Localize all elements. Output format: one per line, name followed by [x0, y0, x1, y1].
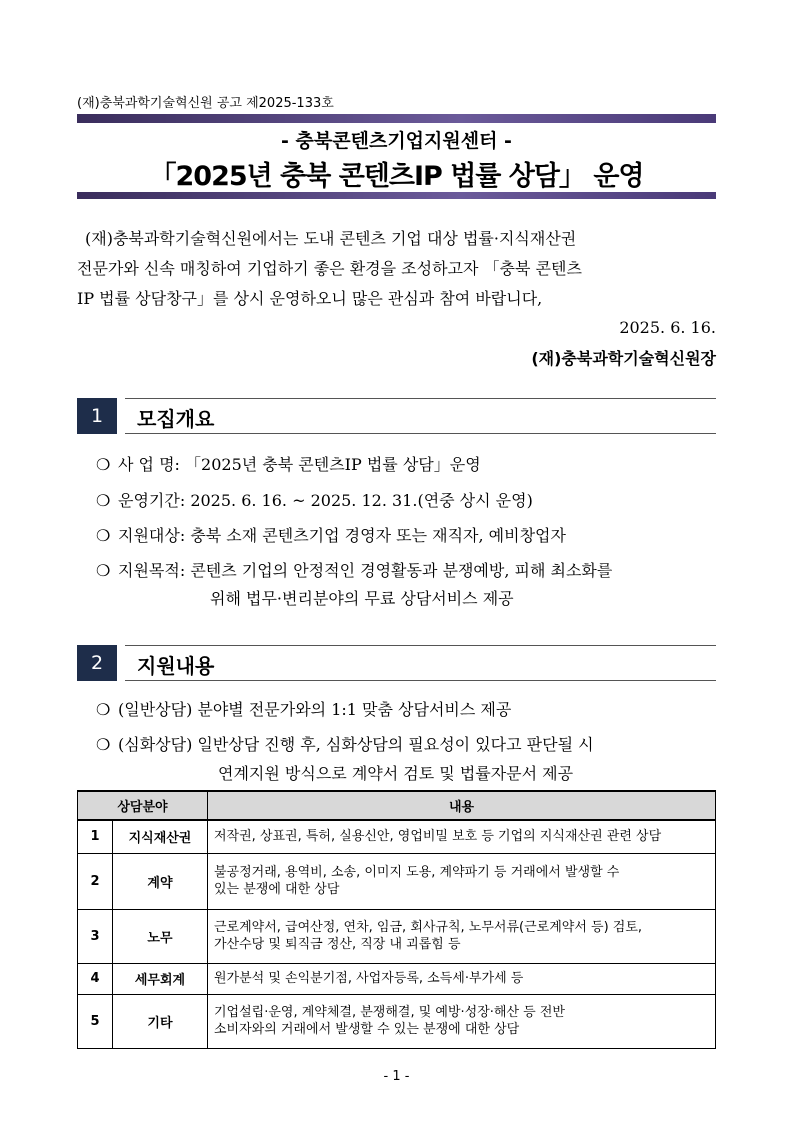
section-2-item [96, 732, 594, 755]
row-content [208, 853, 716, 909]
row-content [208, 820, 716, 853]
section-2-item [96, 697, 511, 720]
section-2-header [77, 645, 716, 681]
bullet-icon: ❍ [96, 491, 111, 510]
table-row [78, 820, 716, 853]
item-text: (일반상담) 분야별 전문가와의 1:1 맞춤 상담서비스 제공 [118, 700, 512, 719]
bullet-icon: ❍ [96, 526, 111, 545]
section-1-number: 1 [77, 398, 117, 434]
table-row [78, 853, 716, 909]
row-content-line: 소비자와의 거래에서 발생할 수 있는 분쟁에 대한 상담 [214, 1022, 520, 1037]
row-field: 세무회계 [112, 963, 207, 994]
section-1-item [96, 452, 481, 475]
row-content-line: 근로계약서, 급여산정, 연차, 임금, 회사규칙, 노무서류(근로계약서 등) 검토, [214, 920, 643, 935]
bullet-icon: ❍ [96, 561, 111, 580]
row-field: 기타 [112, 994, 207, 1048]
item-text: (심화상담) 일반상담 진행 후, 심화상담의 필요성이 있다고 판단될 시 [118, 735, 594, 754]
page-subtitle: - 충북콘텐츠기업지원센터 - [281, 130, 512, 152]
item-text: 2025. 6. 16. ~ 2025. 12. 31.(연중 상시 운영) [190, 491, 533, 510]
row-content [208, 963, 716, 994]
section-1-title: 모집개요 [137, 407, 215, 431]
table-header-field: 상담분야 [78, 791, 208, 820]
title-top-bar [77, 114, 716, 123]
item-text: 「2025년 충북 콘텐츠IP 법률 상담」운영 [185, 455, 481, 474]
bullet-icon: ❍ [96, 735, 111, 754]
notice-date: 2025. 6. 16. [619, 318, 716, 337]
intro-line-1: (재)충북과학기술혁신원에서는 도내 콘텐츠 기업 대상 법률·지식재산권 [85, 229, 577, 248]
item-label: 사 업 명: [118, 455, 180, 474]
row-number: 5 [78, 994, 113, 1048]
section-1-item [96, 558, 612, 581]
table-row [78, 994, 716, 1048]
bullet-icon: ❍ [96, 700, 111, 719]
row-content [208, 994, 716, 1048]
consulting-field-table [77, 790, 716, 1049]
page-number: - 1 - [383, 1069, 410, 1084]
row-content [208, 909, 716, 963]
section-1-item [96, 523, 566, 546]
section-2-number: 2 [77, 645, 117, 681]
row-content-line: 원가분석 및 손익분기점, 사업자등록, 소득세·부가세 등 [214, 971, 524, 986]
table-header-content: 내용 [208, 791, 716, 820]
notice-number: (재)충북과학기술혁신원 공고 제2025-133호 [77, 96, 334, 111]
section-2-rule-bottom [125, 680, 716, 681]
section-1-item [96, 488, 533, 511]
row-field: 노무 [112, 909, 207, 963]
table-header-row [78, 791, 716, 820]
table-row [78, 909, 716, 963]
row-number: 1 [78, 820, 113, 853]
item-label: 지원목적: [118, 561, 186, 580]
table-row [78, 963, 716, 994]
item-text: 충북 소재 콘텐츠기업 경영자 또는 재직자, 예비창업자 [190, 526, 566, 545]
row-content-line: 가산수당 및 퇴직금 정산, 직장 내 괴롭힘 등 [214, 937, 461, 952]
intro-line-2: 전문가와 신속 매칭하여 기업하기 좋은 환경을 조성하고자 「충북 콘텐츠 [77, 259, 582, 278]
item-text: 콘텐츠 기업의 안정적인 경영활동과 분쟁예방, 피해 최소화를 [190, 561, 613, 580]
item-continuation: 연계지원 방식으로 계약서 검토 및 법률자문서 제공 [218, 764, 574, 783]
section-1-rule-top [125, 398, 716, 399]
row-number: 2 [78, 853, 113, 909]
row-field: 지식재산권 [112, 820, 207, 853]
section-2-title: 지원내용 [137, 654, 215, 678]
row-content-line: 있는 분쟁에 대한 상담 [214, 882, 340, 897]
section-1-rule-bottom [125, 433, 716, 434]
section-2-rule-top [125, 645, 716, 646]
row-number: 4 [78, 963, 113, 994]
row-number: 3 [78, 909, 113, 963]
item-continuation: 위해 법무·변리분야의 무료 상담서비스 제공 [210, 589, 514, 608]
row-content-line: 기업설립·운영, 계약체결, 분쟁해결, 및 예방·성장·해산 등 전반 [214, 1005, 565, 1020]
issuer-name: (재)충북과학기술혁신원장 [531, 349, 716, 368]
row-field: 계약 [112, 853, 207, 909]
item-label: 지원대상: [118, 526, 186, 545]
page-title: 「2025년 충북 콘텐츠IP 법률 상담」 운영 [149, 161, 644, 192]
section-1-header [77, 398, 716, 434]
row-content-line: 불공정거래, 용역비, 소송, 이미지 도용, 계약파기 등 거래에서 발생할 수 [214, 865, 620, 880]
intro-line-3: IP 법률 상담창구」를 상시 운영하오니 많은 관심과 참여 바랍니다, [77, 289, 543, 308]
item-label: 운영기간: [118, 491, 186, 510]
title-bottom-bar [77, 192, 716, 199]
row-content-line: 저작권, 상표권, 특허, 실용신안, 영업비밀 보호 등 기업의 지식재산권 관련 상담 [214, 829, 662, 845]
bullet-icon: ❍ [96, 455, 111, 474]
